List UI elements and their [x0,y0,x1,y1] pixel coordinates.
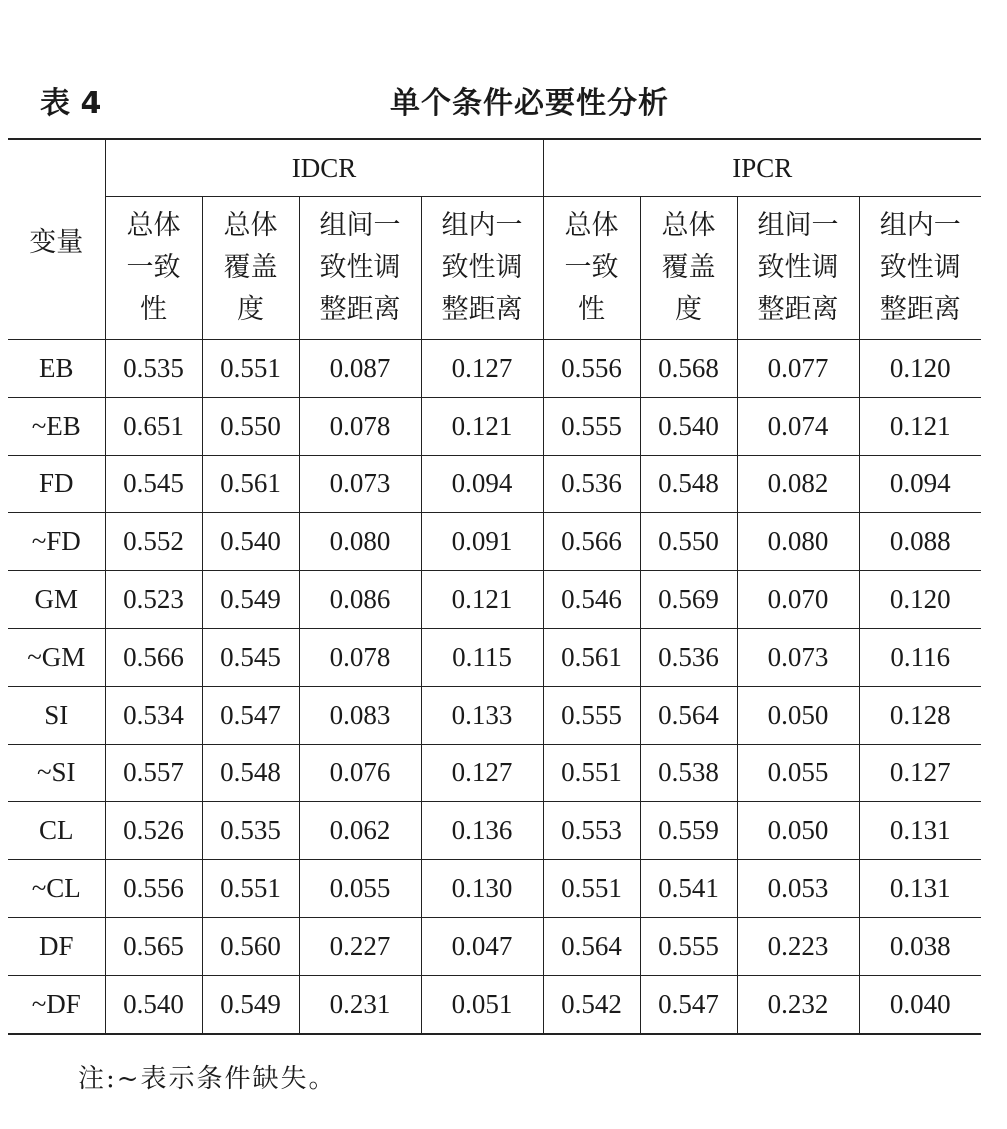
variable-cell: ~SI [8,744,105,802]
value-cell: 0.551 [202,340,299,398]
value-cell: 0.555 [640,917,737,975]
variable-cell: ~GM [8,628,105,686]
value-cell: 0.231 [299,975,421,1033]
value-cell: 0.128 [859,686,981,744]
column-header-line: 整距离 [757,294,839,325]
value-cell: 0.062 [299,802,421,860]
value-cell: 0.545 [202,628,299,686]
value-cell: 0.227 [299,917,421,975]
value-cell: 0.127 [421,340,543,398]
column-header-line: 性 [578,294,606,325]
variable-cell: FD [8,455,105,513]
value-cell: 0.557 [105,744,202,802]
value-cell: 0.223 [737,917,859,975]
value-cell: 0.121 [421,571,543,629]
value-cell: 0.548 [640,455,737,513]
value-cell: 0.566 [543,513,640,571]
value-cell: 0.115 [421,628,543,686]
value-cell: 0.555 [543,397,640,455]
table-number: 表 4 [40,86,102,121]
value-cell: 0.523 [105,571,202,629]
column-header [202,197,299,340]
value-cell: 0.127 [421,744,543,802]
value-cell: 0.080 [299,513,421,571]
column-header-line: 致性调 [879,252,961,283]
value-cell: 0.038 [859,917,981,975]
value-cell: 0.127 [859,744,981,802]
variable-cell: ~EB [8,397,105,455]
value-cell: 0.091 [421,513,543,571]
value-cell: 0.542 [543,975,640,1033]
table-row [8,571,981,629]
column-header [543,197,640,340]
value-cell: 0.536 [640,628,737,686]
value-cell: 0.087 [299,340,421,398]
column-header [640,197,737,340]
value-cell: 0.080 [737,513,859,571]
variable-cell: ~FD [8,513,105,571]
value-cell: 0.073 [737,628,859,686]
value-cell: 0.077 [737,340,859,398]
value-cell: 0.538 [640,744,737,802]
value-cell: 0.047 [421,917,543,975]
value-cell: 0.130 [421,860,543,918]
column-header-line: 致性调 [757,252,839,283]
column-header-line: 致性调 [319,252,401,283]
table-row [8,860,981,918]
table-row [8,455,981,513]
column-header-line: 整距离 [879,294,961,325]
column-header [299,197,421,340]
value-cell: 0.535 [202,802,299,860]
table-caption [0,72,1007,132]
column-header-line: 组间一 [319,210,401,241]
value-cell: 0.549 [202,975,299,1033]
value-cell: 0.083 [299,686,421,744]
table-row [8,397,981,455]
value-cell: 0.535 [105,340,202,398]
value-cell: 0.120 [859,340,981,398]
value-cell: 0.073 [299,455,421,513]
column-header-line: 度 [237,294,264,325]
variable-cell: CL [8,802,105,860]
necessity-analysis-table [8,138,981,1035]
table-note: 注:~表示条件缺失。 [78,1064,337,1094]
value-cell: 0.540 [640,397,737,455]
value-cell: 0.550 [640,513,737,571]
variable-cell: EB [8,340,105,398]
value-cell: 0.561 [202,455,299,513]
value-cell: 0.121 [421,397,543,455]
value-cell: 0.565 [105,917,202,975]
column-header-line: 覆盖 [223,252,278,283]
value-cell: 0.136 [421,802,543,860]
column-header-line: 总体 [564,210,619,241]
value-cell: 0.086 [299,571,421,629]
column-header-line: 总体 [661,210,716,241]
group-header-idcr: IDCR [105,139,543,197]
table-row [8,744,981,802]
value-cell: 0.545 [105,455,202,513]
value-cell: 0.550 [202,397,299,455]
value-cell: 0.546 [543,571,640,629]
column-header-line: 一致 [126,252,181,283]
column-header-line: 总体 [126,210,181,241]
value-cell: 0.088 [859,513,981,571]
value-cell: 0.040 [859,975,981,1033]
table-row [8,628,981,686]
value-cell: 0.053 [737,860,859,918]
table-row [8,513,981,571]
column-header-line: 组间一 [757,210,839,241]
table-row [8,340,981,398]
value-cell: 0.534 [105,686,202,744]
value-cell: 0.560 [202,917,299,975]
table-row [8,917,981,975]
value-cell: 0.131 [859,802,981,860]
column-header-line: 组内一 [441,210,523,241]
variable-cell: SI [8,686,105,744]
column-header [859,197,981,340]
value-cell: 0.082 [737,455,859,513]
variable-cell: DF [8,917,105,975]
column-header [421,197,543,340]
value-cell: 0.051 [421,975,543,1033]
value-cell: 0.540 [105,975,202,1033]
value-cell: 0.133 [421,686,543,744]
value-cell: 0.055 [299,860,421,918]
value-cell: 0.547 [202,686,299,744]
column-header-line: 整距离 [319,294,401,325]
value-cell: 0.566 [105,628,202,686]
value-cell: 0.050 [737,686,859,744]
value-cell: 0.552 [105,513,202,571]
column-header-line: 致性调 [441,252,523,283]
group-header-ipcr: IPCR [543,139,981,197]
value-cell: 0.564 [640,686,737,744]
value-cell: 0.548 [202,744,299,802]
value-cell: 0.540 [202,513,299,571]
value-cell: 0.561 [543,628,640,686]
table-row [8,802,981,860]
value-cell: 0.131 [859,860,981,918]
value-cell: 0.551 [202,860,299,918]
value-cell: 0.050 [737,802,859,860]
value-cell: 0.070 [737,571,859,629]
value-cell: 0.564 [543,917,640,975]
variable-cell: GM [8,571,105,629]
value-cell: 0.526 [105,802,202,860]
value-cell: 0.094 [859,455,981,513]
table-row [8,975,981,1033]
column-header-line: 性 [140,294,167,325]
value-cell: 0.078 [299,628,421,686]
value-cell: 0.651 [105,397,202,455]
column-header-line: 总体 [223,210,278,241]
table-row [8,686,981,744]
column-header [105,197,202,340]
value-cell: 0.559 [640,802,737,860]
value-cell: 0.121 [859,397,981,455]
value-cell: 0.074 [737,397,859,455]
column-header-line: 整距离 [441,294,523,325]
value-cell: 0.556 [543,340,640,398]
value-cell: 0.120 [859,571,981,629]
value-cell: 0.551 [543,860,640,918]
value-cell: 0.094 [421,455,543,513]
value-cell: 0.553 [543,802,640,860]
value-cell: 0.547 [640,975,737,1033]
value-cell: 0.078 [299,397,421,455]
value-cell: 0.076 [299,744,421,802]
table-title: 单个条件必要性分析 [390,86,669,121]
column-header-line: 一致 [564,252,619,283]
value-cell: 0.556 [105,860,202,918]
value-cell: 0.568 [640,340,737,398]
column-header-line: 度 [675,294,703,325]
value-cell: 0.116 [859,628,981,686]
variable-header: 变量 [8,139,105,340]
column-header-line: 组内一 [879,210,961,241]
value-cell: 0.536 [543,455,640,513]
column-header-line: 覆盖 [661,252,716,283]
value-cell: 0.232 [737,975,859,1033]
value-cell: 0.555 [543,686,640,744]
column-header [737,197,859,340]
value-cell: 0.549 [202,571,299,629]
value-cell: 0.569 [640,571,737,629]
variable-cell: ~CL [8,860,105,918]
variable-cell: ~DF [8,975,105,1033]
value-cell: 0.551 [543,744,640,802]
value-cell: 0.541 [640,860,737,918]
value-cell: 0.055 [737,744,859,802]
